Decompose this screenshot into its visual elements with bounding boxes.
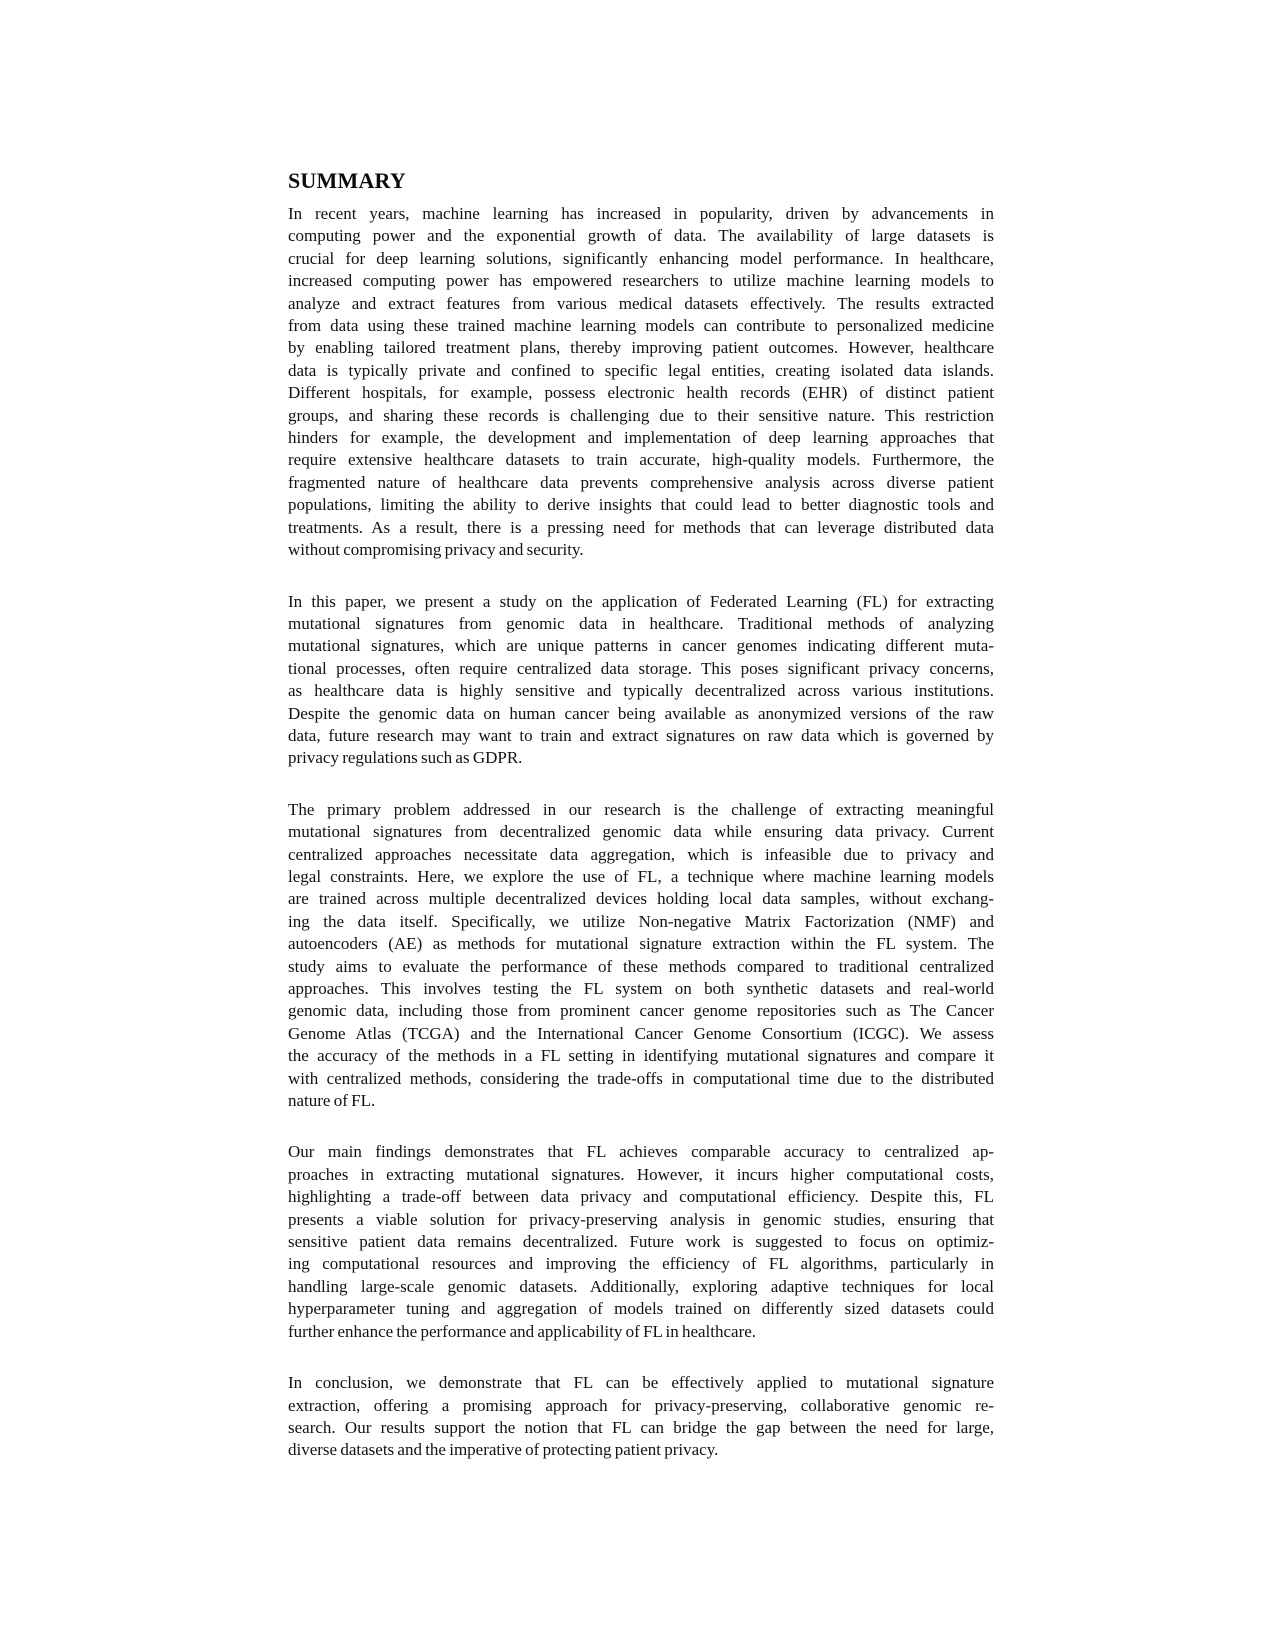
paragraph [288, 591, 994, 770]
text-line: highlighting a trade-off between data privacy and computational efficiency. Despite this, FL [288, 1187, 994, 1207]
text-line: Our main findings demonstrates that FL achieves comparable accuracy to centralized ap- [288, 1142, 994, 1162]
text-line: centralized approaches necessitate data aggregation, which is infeasible due to privacy and [288, 844, 994, 864]
text-line: proaches in extracting mutational signatures. However, it incurs higher computational costs, [288, 1164, 994, 1184]
text-line: hyperparameter tuning and aggregation of models trained on differently sized datasets could [288, 1299, 994, 1319]
summary-body [288, 203, 994, 1462]
text-line: further enhance the performance and applicability of FL in healthcare. [288, 1321, 757, 1341]
text-line: data is typically private and confined to specific legal entities, creating isolated data islands. [288, 360, 994, 380]
text-line: handling large-scale genomic datasets. Additionally, exploring adaptive techniques for local [288, 1276, 994, 1296]
text-line: legal constraints. Here, we explore the use of FL, a technique where machine learning models [288, 866, 994, 886]
paragraph [288, 799, 994, 1113]
text-line: Genome Atlas (TCGA) and the International Cancer Genome Consortium (ICGC). We assess [288, 1023, 994, 1043]
text-line: ing the data itself. Specifically, we utilize Non-negative Matrix Factorization (NMF) and [288, 911, 994, 931]
text-line: require extensive healthcare datasets to train accurate, high-quality models. Furthermore, the [288, 450, 994, 470]
text-line: mutational signatures from genomic data in healthcare. Traditional methods of analyzing [288, 613, 994, 633]
text-line: In conclusion, we demonstrate that FL can be effectively applied to mutational signature [288, 1373, 994, 1393]
text-line: groups, and sharing these records is challenging due to their sensitive nature. This restriction [288, 405, 994, 425]
paragraph [288, 1141, 994, 1343]
text-line: search. Our results support the notion that FL can bridge the gap between the need for large, [288, 1417, 994, 1437]
text-line: study aims to evaluate the performance of these methods compared to traditional centralized [288, 956, 994, 976]
text-line: The primary problem addressed in our research is the challenge of extracting meaningful [288, 799, 994, 819]
text-line: mutational signatures from decentralized genomic data while ensuring data privacy. Current [288, 822, 994, 842]
paragraph [288, 203, 994, 562]
text-line: genomic data, including those from prominent cancer genome repositories such as The Cancer [288, 1001, 994, 1021]
paragraph [288, 1372, 994, 1462]
summary-section [288, 168, 994, 1462]
text-line: treatments. As a result, there is a pressing need for methods that can leverage distributed data [288, 517, 994, 537]
text-line: fragmented nature of healthcare data prevents comprehensive analysis across diverse patient [288, 472, 994, 492]
section-heading: SUMMARY [288, 168, 406, 193]
text-line: autoencoders (AE) as methods for mutational signature extraction within the FL system. The [288, 934, 994, 954]
text-line: privacy regulations such as GDPR. [288, 748, 523, 768]
text-line: computing power and the exponential growth of data. The availability of large datasets is [288, 226, 994, 246]
text-line: nature of FL. [288, 1091, 376, 1111]
text-line: increased computing power has empowered researchers to utilize machine learning models to [288, 271, 994, 291]
text-line: In recent years, machine learning has increased in popularity, driven by advancements in [288, 204, 994, 223]
text-line: Despite the genomic data on human cancer being available as anonymized versions of the raw [288, 703, 994, 723]
text-line: mutational signatures, which are unique patterns in cancer genomes indicating different muta- [288, 636, 994, 656]
text-line: with centralized methods, considering the trade-offs in computational time due to the distributed [288, 1068, 994, 1088]
text-line: analyze and extract features from various medical datasets effectively. The results extracted [288, 293, 994, 313]
text-line: approaches. This involves testing the FL system on both synthetic datasets and real-world [288, 979, 994, 998]
text-line: crucial for deep learning solutions, significantly enhancing model performance. In healthcare, [288, 248, 994, 268]
text-line: without compromising privacy and security. [288, 540, 584, 560]
text-line: populations, limiting the ability to derive insights that could lead to better diagnostic tools and [288, 495, 994, 515]
text-line: diverse datasets and the imperative of protecting patient privacy. [288, 1440, 719, 1460]
text-line: hinders for example, the development and implementation of deep learning approaches that [288, 428, 994, 448]
text-line: In this paper, we present a study on the application of Federated Learning (FL) for extracting [288, 591, 994, 611]
text-line: sensitive patient data remains decentralized. Future work is suggested to focus on optimiz- [288, 1232, 994, 1252]
text-line: data, future research may want to train and extract signatures on raw data which is governed by [288, 725, 994, 745]
text-line: the accuracy of the methods in a FL setting in identifying mutational signatures and compare it [288, 1046, 994, 1066]
text-line: by enabling tailored treatment plans, thereby improving patient outcomes. However, healthcare [288, 338, 994, 358]
text-line: as healthcare data is highly sensitive and typically decentralized across various institutions. [288, 681, 994, 701]
text-line: from data using these trained machine learning models can contribute to personalized medicine [288, 316, 994, 336]
text-line: ing computational resources and improving the efficiency of FL algorithms, particularly in [288, 1254, 994, 1274]
text-line: extraction, offering a promising approach for privacy-preserving, collaborative genomic re- [288, 1395, 994, 1415]
text-line: tional processes, often require centralized data storage. This poses significant privacy concerns, [288, 658, 994, 678]
text-line: are trained across multiple decentralized devices holding local data samples, without exchang- [288, 889, 994, 909]
text-line: presents a viable solution for privacy-preserving analysis in genomic studies, ensuring that [288, 1209, 994, 1229]
text-line: Different hospitals, for example, possess electronic health records (EHR) of distinct patient [288, 383, 994, 403]
